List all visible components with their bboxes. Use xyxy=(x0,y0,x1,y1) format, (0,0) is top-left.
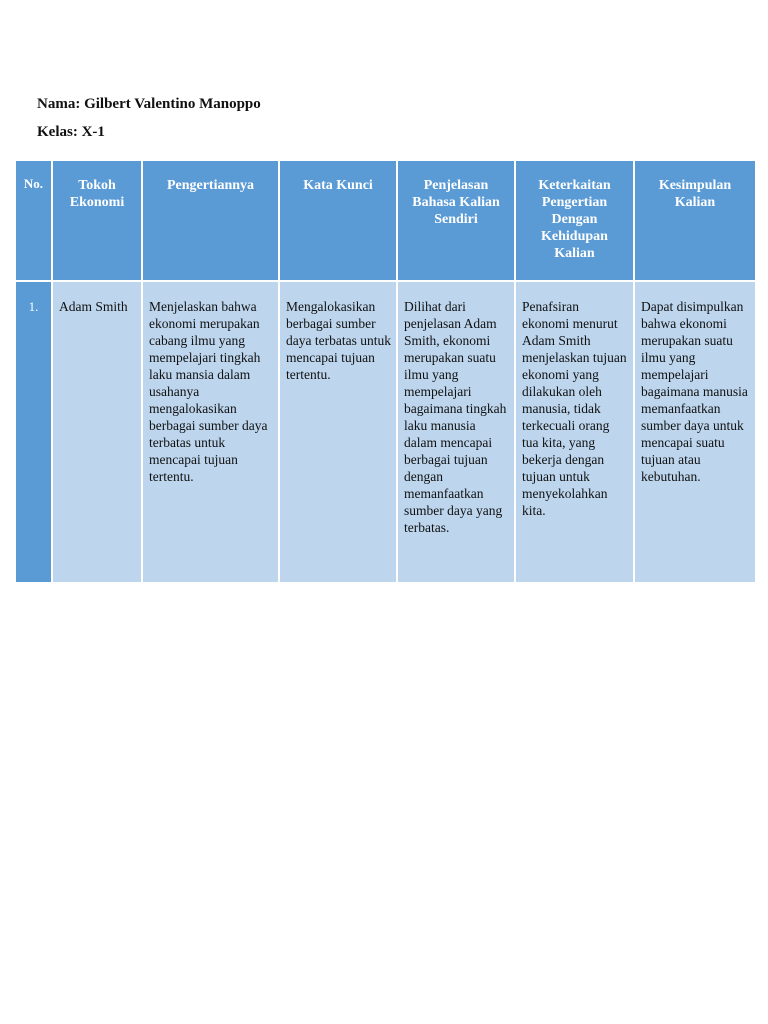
table-row xyxy=(16,282,755,582)
column-header-penjelasan: Penjelasan Bahasa Kalian Sendiri xyxy=(398,161,514,280)
column-header-kata-kunci: Kata Kunci xyxy=(280,161,396,280)
cell-kesimpulan: Dapat disimpulkan bahwa ekonomi merupakan suatu ilmu yang mempelajari bagaimana manusia memanfaatkan sumber daya untuk mencapai suatu tujuan atau kebutuhan. xyxy=(635,282,755,582)
economics-table xyxy=(14,159,757,584)
cell-kata-kunci: Mengalokasikan berbagai sumber daya terbatas untuk mencapai tujuan tertentu. xyxy=(280,282,396,582)
cell-pengertiannya: Menjelaskan bahwa ekonomi merupakan cabang ilmu yang mempelajari tingkah laku mansia dalam usahanya mengalokasikan berbagai sumber daya terbatas untuk mencapai tujuan tertentu. xyxy=(143,282,278,582)
cell-tokoh-ekonomi: Adam Smith xyxy=(53,282,141,582)
cell-row-number: 1. xyxy=(16,282,51,582)
column-header-no: No. xyxy=(16,161,51,280)
document-header xyxy=(37,95,261,142)
column-header-tokoh-ekonomi: Tokoh Ekonomi xyxy=(53,161,141,280)
column-header-kesimpulan: Kesimpulan Kalian xyxy=(635,161,755,280)
student-name: Nama: Gilbert Valentino Manoppo xyxy=(37,96,261,112)
column-header-pengertiannya: Pengertiannya xyxy=(143,161,278,280)
column-header-keterkaitan: Keterkaitan Pengertian Dengan Kehidupan Kalian xyxy=(516,161,633,280)
cell-penjelasan: Dilihat dari penjelasan Adam Smith, ekonomi merupakan suatu ilmu yang mempelajari bagaimana tingkah laku manusia dalam mencapai berbagai tujuan dengan memanfaatkan sumber daya yang terbatas. xyxy=(398,282,514,582)
cell-keterkaitan: Penafsiran ekonomi menurut Adam Smith menjelaskan tujuan ekonomi yang dilakukan oleh manusia, tidak terkecuali orang tua kita, yang bekerja dengan tujuan untuk menyekolahkan kita. xyxy=(516,282,633,582)
table-header-row xyxy=(16,161,755,280)
economics-table-container xyxy=(14,159,755,584)
student-class: Kelas: X-1 xyxy=(37,124,105,140)
